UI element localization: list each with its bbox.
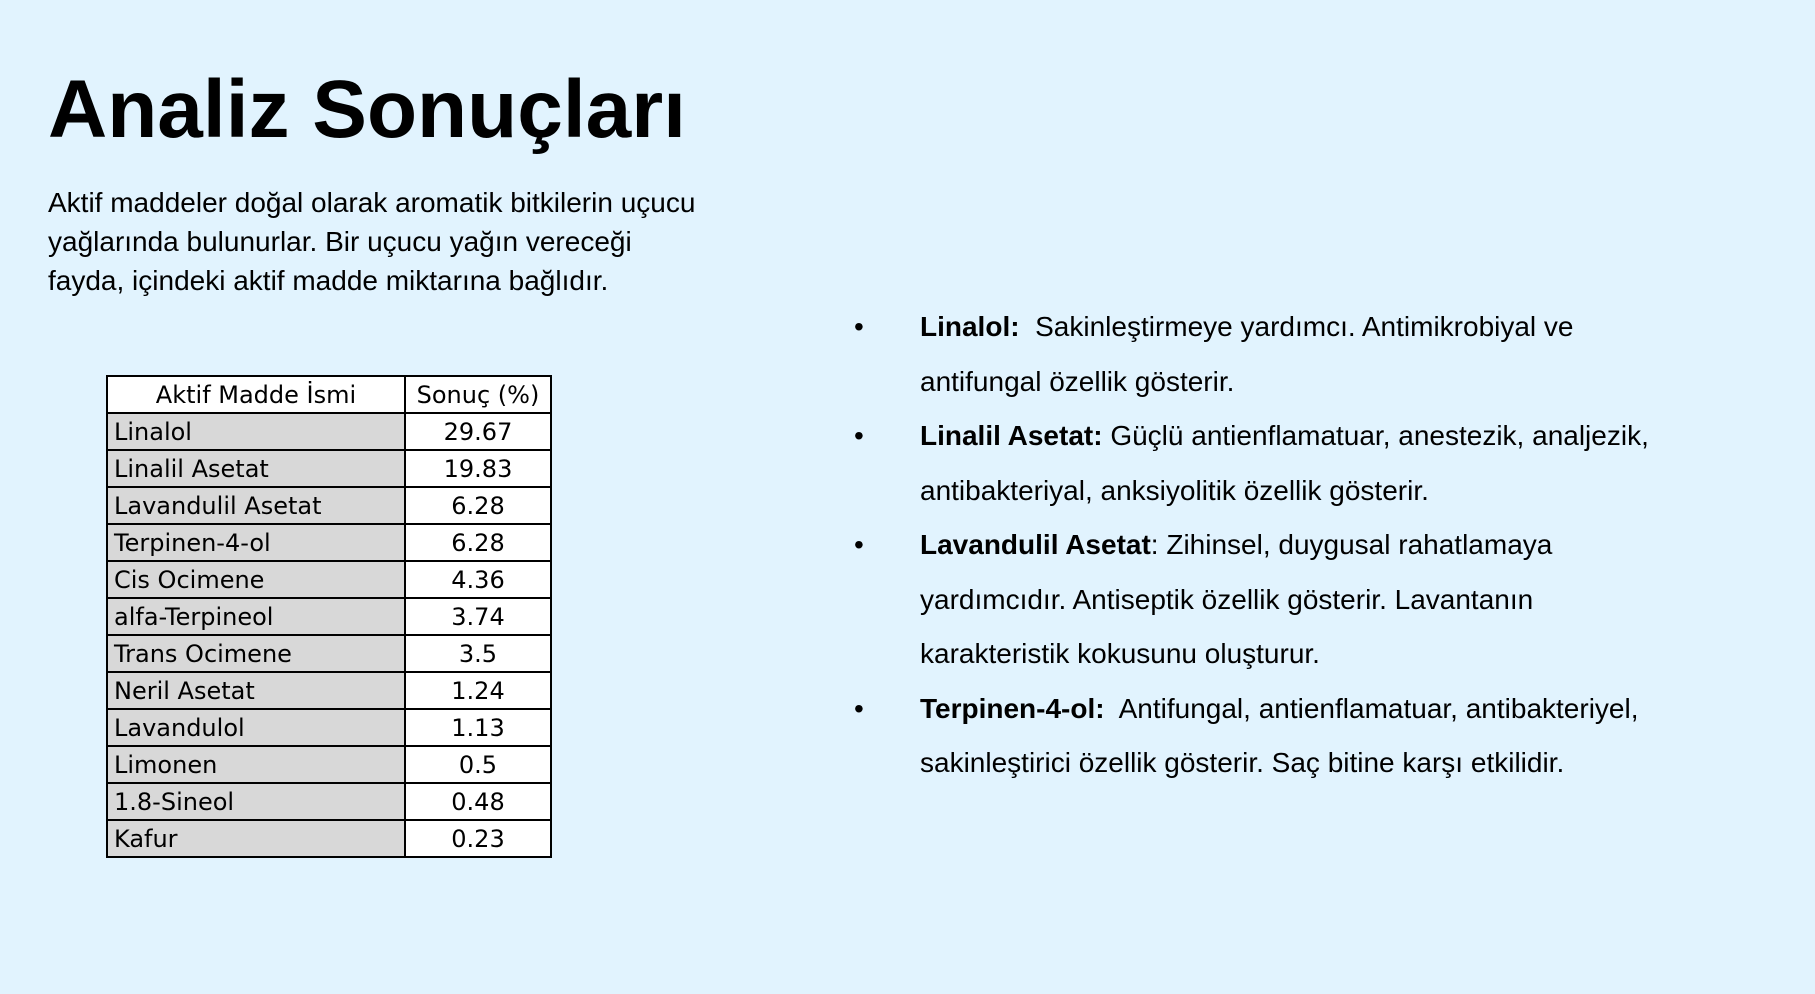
bullet-dot-icon: • <box>854 420 864 451</box>
result-value-cell: 1.13 <box>405 709 551 746</box>
result-value-cell: 19.83 <box>405 450 551 487</box>
bullet-term: Linalil Asetat: <box>920 420 1103 451</box>
substance-name-cell: Linalol <box>107 413 405 450</box>
table-row <box>107 450 551 487</box>
substance-name-cell: Lavandulil Asetat <box>107 487 405 524</box>
substance-name-cell: alfa-Terpineol <box>107 598 405 635</box>
table-row <box>107 783 551 820</box>
bullet-text: Antifungal, antienflamatuar, antibakteriyel, sakinleştirici özellik gösterir. Saç bitine karşı etkilidir. <box>920 692 1639 778</box>
bullet-text: Sakinleştirmeye yardımcı. Antimikrobiyal ve antifungal özellik gösterir. <box>920 311 1574 397</box>
bullet-dot-icon: • <box>854 311 864 342</box>
table-row <box>107 709 551 746</box>
result-value-cell: 0.48 <box>405 783 551 820</box>
bullet-dot-icon: • <box>854 529 864 560</box>
bullet-item-linalil-asetat <box>850 409 1690 518</box>
bullet-term: Linalol: <box>920 311 1020 342</box>
substance-name-cell: Cis Ocimene <box>107 561 405 598</box>
table-row <box>107 487 551 524</box>
result-value-cell: 4.36 <box>405 561 551 598</box>
result-value-cell: 29.67 <box>405 413 551 450</box>
result-value-cell: 6.28 <box>405 487 551 524</box>
column-header-result-percent: Sonuç (%) <box>405 376 551 413</box>
table-header-row <box>107 376 551 413</box>
bullet-text: Güçlü antienflamatuar, anestezik, analjezik, antibakteriyal, anksiyolitik özellik gösterir. <box>920 420 1649 506</box>
result-value-cell: 6.28 <box>405 524 551 561</box>
table-row <box>107 524 551 561</box>
table-row <box>107 413 551 450</box>
substance-name-cell: Limonen <box>107 746 405 783</box>
active-substance-descriptions <box>850 300 1690 791</box>
table-row <box>107 746 551 783</box>
substance-name-cell: Terpinen-4-ol <box>107 524 405 561</box>
table-row <box>107 635 551 672</box>
column-header-substance-name: Aktif Madde İsmi <box>107 376 405 413</box>
table-row <box>107 672 551 709</box>
page-title: Analiz Sonuçları <box>48 64 686 155</box>
bullet-item-terpinen-4-ol <box>850 682 1690 791</box>
result-value-cell: 3.5 <box>405 635 551 672</box>
result-value-cell: 0.23 <box>405 820 551 857</box>
bullet-term: Lavandulil Asetat <box>920 529 1151 560</box>
bullet-text: : Zihinsel, duygusal rahatlamaya yardımcıdır. Antiseptik özellik gösterir. Lavantanın karakteristik kokusunu oluşturur. <box>920 529 1553 669</box>
table-row <box>107 820 551 857</box>
result-value-cell: 3.74 <box>405 598 551 635</box>
bullet-dot-icon: • <box>854 692 864 724</box>
substance-name-cell: Linalil Asetat <box>107 450 405 487</box>
table-row <box>107 598 551 635</box>
result-value-cell: 0.5 <box>405 746 551 783</box>
analysis-results-table <box>106 375 552 858</box>
bullet-item-lavandulil-asetat <box>850 518 1690 682</box>
substance-name-cell: Neril Asetat <box>107 672 405 709</box>
substance-name-cell: 1.8-Sineol <box>107 783 405 820</box>
substance-name-cell: Lavandulol <box>107 709 405 746</box>
intro-paragraph: Aktif maddeler doğal olarak aromatik bitkilerin uçucu yağlarında bulunurlar. Bir uçucu yağın vereceği fayda, içindeki aktif madde miktarına bağlıdır. <box>48 187 696 296</box>
bullet-term: Terpinen-4-ol: <box>920 692 1105 724</box>
table-row <box>107 561 551 598</box>
substance-name-cell: Kafur <box>107 820 405 857</box>
result-value-cell: 1.24 <box>405 672 551 709</box>
bullet-item-linalol <box>850 300 1690 409</box>
substance-name-cell: Trans Ocimene <box>107 635 405 672</box>
